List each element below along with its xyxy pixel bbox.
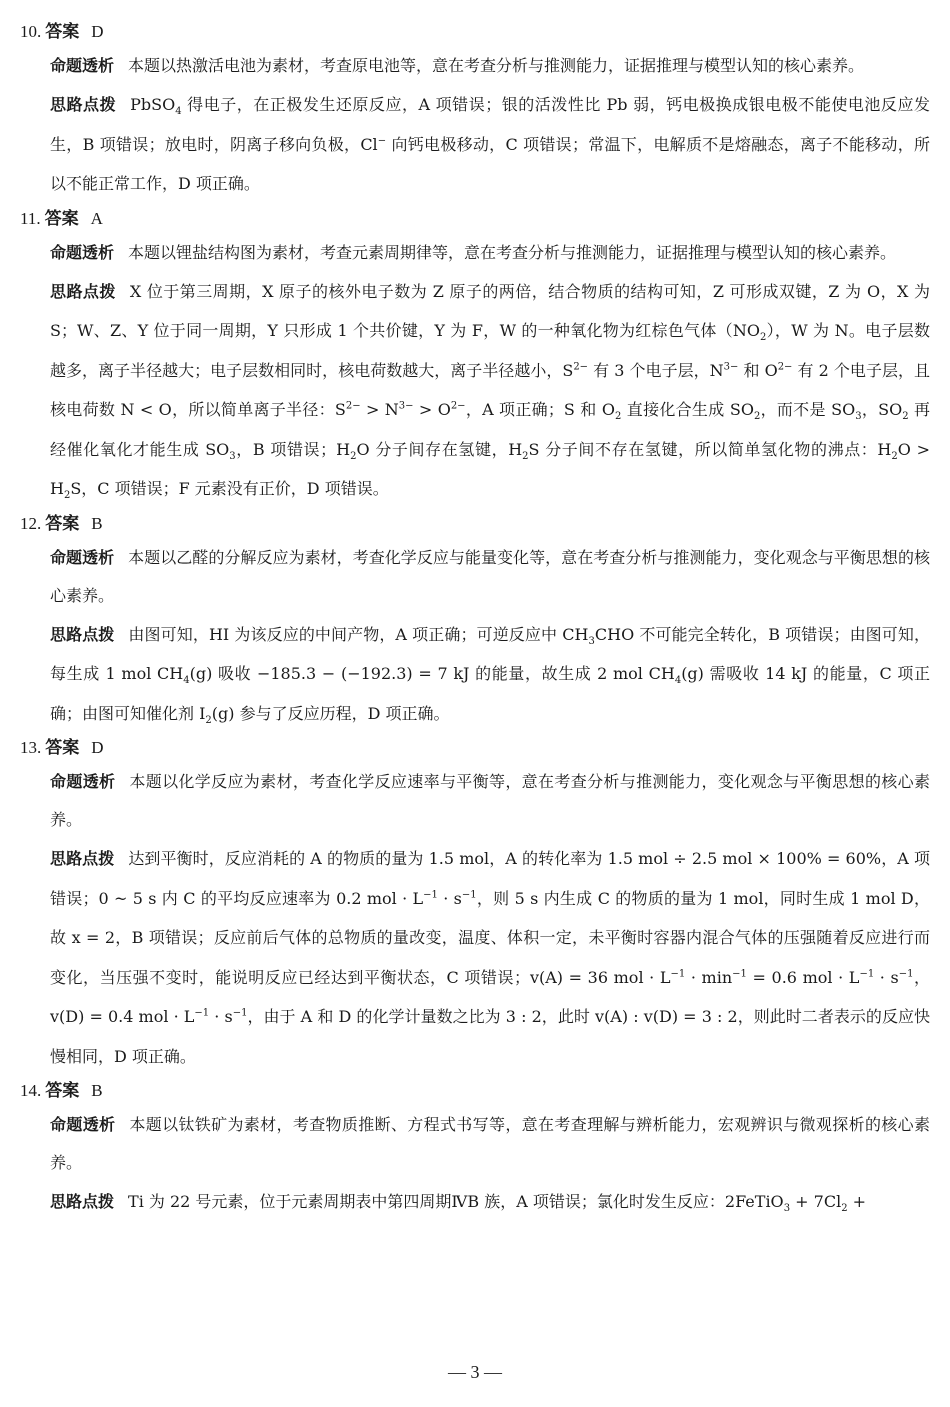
analysis-fragment: · min: [685, 967, 733, 987]
analysis-fragment: −1: [859, 968, 875, 980]
analysis-fragment: −: [377, 135, 387, 147]
analysis-fragment: 3−: [398, 400, 414, 412]
question-10: [20, 17, 930, 204]
analysis-fragment: 和 O: [738, 360, 778, 380]
analysis-fragment: 3: [229, 450, 236, 462]
analysis-fragment: Ti 为 22 号元素，位于元素周期表中第四周期ⅣB 族，A 项错误；氯化时发生反应：2FeTiO: [128, 1192, 784, 1211]
question-header: [20, 1076, 930, 1106]
analysis-fragment: 2−: [573, 361, 589, 373]
question-number: 11.: [20, 208, 41, 228]
analysis-fragment: 2: [615, 411, 622, 423]
answer-value: B: [91, 1081, 103, 1100]
question-number: 13.: [20, 738, 42, 757]
analysis-fragment: 2−: [450, 400, 466, 412]
analysis-fragment: −1: [898, 968, 914, 980]
analysis-fragment: 达到平衡时，反应消耗的 A 的物质的量为 1.5 mol，A 的转化率为 1.5 mol ÷ 2.5 mol × 100% = 60%，A 项错误；0 ~ 5 s 内 C 的平均反应速率为 0.2 mol · L: [50, 849, 930, 908]
analysis-label: 思路点拨: [50, 1192, 115, 1211]
intro-label: 命题透析: [50, 1115, 116, 1134]
question-number: 14.: [20, 1081, 42, 1100]
analysis-fragment: 3−: [723, 361, 739, 373]
analysis-fragment: 2: [63, 490, 71, 502]
analysis-fragment: 2: [891, 450, 898, 462]
analysis-fragment: · s: [437, 888, 462, 908]
intro-text: 本题以乙醛的分解反应为素材，考查化学反应与能量变化等，意在考查分析与推测能力，变化观念与平衡思想的核心素养。: [50, 547, 930, 605]
question-11: [20, 204, 930, 509]
analysis-fragment: 2: [760, 332, 767, 344]
analysis-fragment: CHO 不可能完全转化，B 项错误；由图可知，每生成 1 mol CH: [50, 624, 930, 683]
analysis-fragment: −1: [194, 1007, 210, 1019]
analysis-fragment: 2: [902, 411, 909, 423]
analysis-fragment: 4: [175, 106, 182, 118]
analysis-label: 思路点拨: [50, 624, 115, 644]
intro-paragraph: [20, 539, 930, 615]
intro-label: 命题透析: [50, 56, 115, 75]
analysis-fragment: ，由于 A 和 D 的化学计量数之比为 3 : 2，此时 v(A) : v(D) = 3 : 2，则此时二者表示的反应快慢相同，D 项正确。: [50, 1007, 931, 1066]
question-12: [20, 509, 930, 734]
analysis-paragraph: [20, 839, 930, 1076]
analysis-fragment: X 位于第三周期，X 原子的核外电子数为 Z 原子的两倍，结合物质的结构可知，Z 可形成双键，Z 为 O，X 为 S；W、Z、Y 位于同一周期，Y 只形成 1 个共价键，Y 为 F，W 的一种氧化物为红棕色气体（NO: [50, 281, 930, 340]
analysis-fragment: = 0.6 mol · L: [746, 967, 860, 987]
analysis-paragraph: [20, 1182, 930, 1222]
answer-label: 答案: [45, 22, 80, 42]
intro-paragraph: [20, 234, 930, 272]
analysis-fragment: 2: [350, 450, 357, 462]
intro-paragraph: [20, 1106, 930, 1182]
analysis-fragment: 有 2 个电子层，且核电荷数 N < O，所以简单离子半径：S: [50, 360, 930, 419]
analysis-fragment: 4: [674, 675, 682, 687]
analysis-label: 思路点拨: [50, 95, 117, 114]
analysis-fragment: 直接化合生成 SO: [621, 400, 754, 419]
analysis-fragment: 由图可知，HI 为该反应的中间产物，A 项正确；可逆反应中 CH: [128, 624, 589, 644]
analysis-fragment: ，B 项错误；H: [235, 439, 351, 459]
intro-paragraph: [20, 763, 930, 839]
analysis-fragment: +: [847, 1192, 867, 1211]
analysis-fragment: 2: [841, 1203, 848, 1215]
intro-text: 本题以锂盐结构图为素材，考查元素周期律等，意在考查分析与推测能力，证据推理与模型认知的核心素养。: [128, 242, 897, 262]
answer-label: 答案: [44, 208, 79, 229]
analysis-fragment: 向钙电极移动，C 项错误；常温下，电解质不是熔融态，离子不能移动，所以不能正常工作，D 项正确。: [50, 134, 930, 193]
intro-label: 命题透析: [50, 772, 116, 791]
analysis-fragment: (g) 需吸收 14 kJ 的能量，C 项正确；由图可知催化剂 I: [50, 664, 930, 723]
analysis-fragment: ，A 项正确；S 和 O: [465, 400, 616, 419]
analysis-fragment: ，SO: [861, 400, 903, 419]
analysis-fragment: · s: [874, 967, 899, 987]
analysis-fragment: 4: [183, 675, 190, 687]
intro-label: 命题透析: [50, 242, 115, 262]
analysis-fragment: 2−: [777, 361, 793, 373]
analysis-fragment: −1: [423, 889, 438, 901]
analysis-fragment: O 分子间存在氢键，H: [356, 439, 523, 459]
question-14: [20, 1076, 930, 1222]
answer-value: B: [91, 513, 103, 533]
analysis-fragment: PbSO: [130, 95, 176, 114]
analysis-fragment: O > H: [50, 439, 930, 498]
question-13: [20, 733, 930, 1076]
analysis-fragment: 3: [588, 635, 595, 647]
analysis-fragment: S，C 项错误；F 元素没有正价，D 项错误。: [70, 479, 389, 498]
analysis-fragment: 再经催化氧化才能生成 SO: [50, 400, 930, 459]
answer-value: D: [91, 738, 104, 757]
intro-paragraph: [20, 47, 930, 85]
analysis-fragment: + 7Cl: [790, 1192, 842, 1211]
analysis-fragment: 2−: [345, 400, 361, 412]
analysis-fragment: > O: [413, 400, 451, 419]
analysis-fragment: S 分子间不存在氢键，所以简单氢化物的沸点：H: [528, 439, 892, 459]
analysis-fragment: 2: [753, 411, 761, 423]
intro-text: 本题以热激活电池为素材，考查原电池等，意在考查分析与推测能力，证据推理与模型认知的核心素养。: [128, 56, 865, 75]
question-number: 10.: [20, 22, 42, 41]
analysis-fragment: (g) 参与了反应历程，D 项正确。: [211, 703, 450, 723]
answer-label: 答案: [45, 513, 80, 534]
analysis-fragment: −1: [732, 968, 747, 980]
intro-label: 命题透析: [50, 547, 115, 567]
analysis-fragment: ，则 5 s 内生成 C 的物质的量为 1 mol，同时生成 1 mol D，故 x = 2，B 项错误；反应前后气体的总物质的量改变，温度、体积一定，未平衡时容器内混合气体的压强随着反应进行而变化，当压强不变时，能说明反应已经达到平衡状态，C 项错误；v(A) = 36 mol · L: [50, 888, 930, 987]
question-list: [20, 17, 930, 1222]
page-number: — 3 —: [448, 1362, 502, 1382]
analysis-fragment: −1: [461, 889, 477, 901]
answer-label: 答案: [45, 738, 80, 758]
analysis-paragraph: [20, 272, 930, 509]
answer-value: A: [90, 208, 103, 228]
intro-text: 本题以钛铁矿为素材，考查物质推断、方程式书写等，意在考查理解与辨析能力，宏观辨识与微观探析的核心素养。: [50, 1115, 930, 1172]
analysis-paragraph: [20, 615, 930, 734]
analysis-fragment: 有 3 个电子层，N: [588, 360, 724, 380]
analysis-paragraph: [20, 85, 930, 204]
intro-text: 本题以化学反应为素材，考查化学反应速率与平衡等，意在考查分析与推测能力，变化观念与平衡思想的核心素养。: [50, 772, 930, 829]
analysis-label: 思路点拨: [50, 281, 116, 301]
analysis-fragment: −1: [232, 1007, 248, 1019]
question-header: [20, 204, 930, 234]
analysis-fragment: · s: [209, 1007, 233, 1026]
analysis-fragment: > N: [360, 400, 399, 419]
analysis-label: 思路点拨: [50, 849, 115, 868]
analysis-fragment: 2: [205, 714, 212, 726]
analysis-fragment: 3: [855, 411, 862, 423]
analysis-fragment: 3: [783, 1203, 791, 1215]
question-number: 12.: [20, 513, 42, 533]
analysis-fragment: 得电子，在正极发生还原反应，A 项错误；银的活泼性比 Pb 弱，钙电极换成银电极不能使电池反应发生，B 项错误；放电时，阴离子移向负极，Cl: [50, 95, 930, 154]
analysis-fragment: 2: [522, 450, 529, 462]
analysis-fragment: (g) 吸收 −185.3 − (−192.3) = 7 kJ 的能量，故生成 2 mol CH: [189, 664, 675, 683]
question-header: [20, 733, 930, 763]
answer-value: D: [91, 22, 104, 41]
question-header: [20, 509, 930, 539]
analysis-fragment: ，v(D) = 0.4 mol · L: [50, 967, 930, 1026]
analysis-fragment: ，而不是 SO: [760, 400, 856, 419]
answer-label: 答案: [45, 1081, 80, 1101]
question-header: [20, 17, 930, 47]
analysis-fragment: −1: [670, 968, 686, 980]
analysis-fragment: ），W 为 N。电子层数越多，离子半径越大；电子层数相同时，核电荷数越大，离子半径越小，S: [50, 321, 930, 380]
